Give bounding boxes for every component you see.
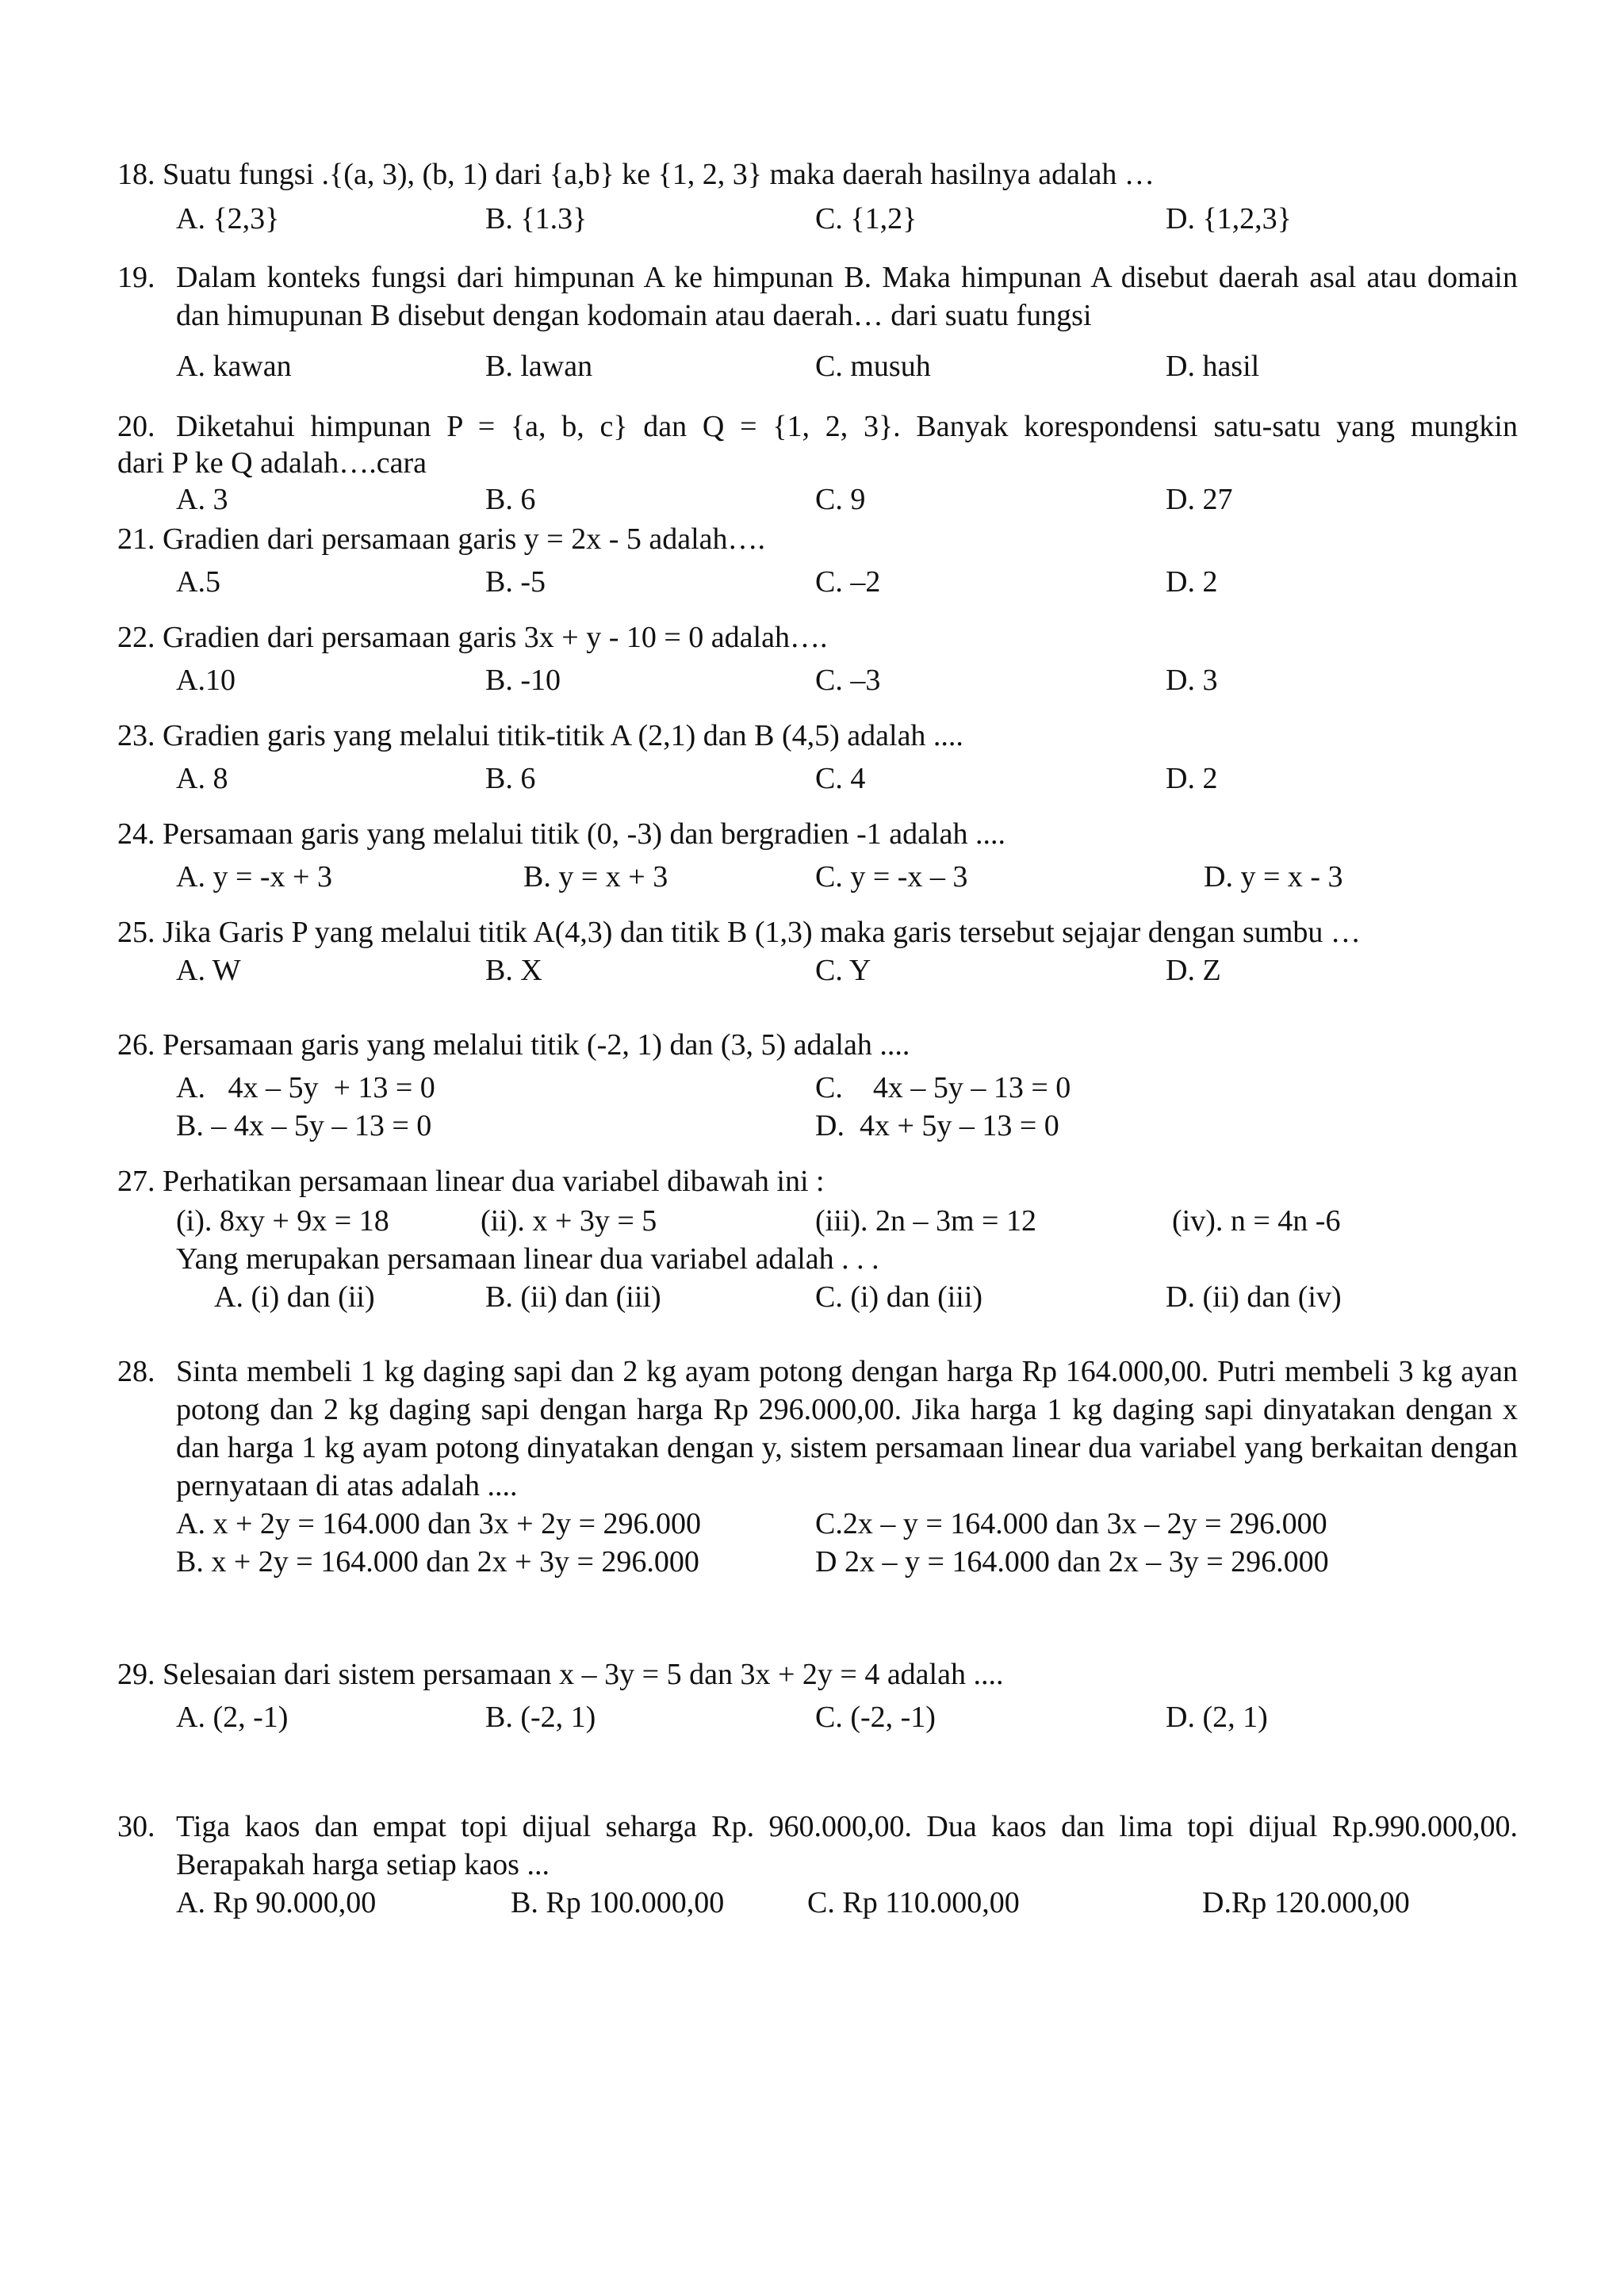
question-22-stem: 22. Gradien dari persamaan garis 3x + y - 10 = 0 adalah…. bbox=[117, 621, 828, 654]
question-27-option-c: C. (i) dan (iii) bbox=[815, 1280, 983, 1314]
question-30-option-c: C. Rp 110.000,00 bbox=[807, 1886, 1020, 1919]
question-25-stem: 25. Jika Garis P yang melalui titik A(4,3) dan titik B (1,3) maka garis tersebut sejajar dengan sumbu … bbox=[117, 916, 1361, 949]
question-22-option-b: B. -10 bbox=[485, 664, 561, 697]
question-23-option-b: B. 6 bbox=[485, 762, 536, 795]
question-27-option-a: A. (i) dan (ii) bbox=[214, 1280, 375, 1314]
question-30-number: 30. bbox=[117, 1810, 155, 1843]
question-28-option-d: D 2x – y = 164.000 dan 2x – 3y = 296.000 bbox=[815, 1545, 1329, 1578]
question-21-option-d: D. 2 bbox=[1166, 565, 1218, 599]
question-20-stem: Diketahui himpunan P = {a, b, c} dan Q = {1, 2, 3}. Banyak korespondensi satu-satu yang mungkin bbox=[176, 410, 1518, 443]
question-27-statement-ii: (ii). x + 3y = 5 bbox=[481, 1204, 657, 1238]
question-19-option-a: A. kawan bbox=[176, 350, 292, 383]
question-25-option-d: D. Z bbox=[1166, 954, 1221, 987]
question-21-option-a: A.5 bbox=[176, 565, 220, 599]
question-30-option-d: D.Rp 120.000,00 bbox=[1202, 1886, 1410, 1919]
question-20-option-d: D. 27 bbox=[1166, 483, 1233, 516]
question-20-option-b: B. 6 bbox=[485, 483, 536, 516]
question-26-stem: 26. Persamaan garis yang melalui titik (-2, 1) dan (3, 5) adalah .... bbox=[117, 1028, 910, 1062]
question-19-option-b: B. lawan bbox=[485, 350, 593, 383]
question-22-option-a: A.10 bbox=[176, 664, 236, 697]
question-28-option-a: A. x + 2y = 164.000 dan 3x + 2y = 296.000 bbox=[176, 1507, 702, 1540]
question-24-option-a: A. y = -x + 3 bbox=[176, 860, 332, 894]
question-27-stem: 27. Perhatikan persamaan linear dua variabel dibawah ini : bbox=[117, 1165, 825, 1198]
question-24-stem: 24. Persamaan garis yang melalui titik (0, -3) dan bergradien -1 adalah .... bbox=[117, 817, 1005, 851]
question-27-option-b: B. (ii) dan (iii) bbox=[485, 1280, 661, 1314]
question-27-option-d: D. (ii) dan (iv) bbox=[1166, 1280, 1342, 1314]
question-19-number: 19. bbox=[117, 261, 155, 294]
question-21-option-b: B. -5 bbox=[485, 565, 546, 599]
question-24-option-b: B. y = x + 3 bbox=[523, 860, 668, 894]
question-18-option-a: A. {2,3} bbox=[176, 202, 280, 235]
question-18-stem: 18. Suatu fungsi .{(a, 3), (b, 1) dari {a,b} ke {1, 2, 3} maka daerah hasilnya adalah … bbox=[117, 158, 1155, 191]
question-27-prompt: Yang merupakan persamaan linear dua variabel adalah . . . bbox=[176, 1242, 879, 1276]
question-29-option-b: B. (-2, 1) bbox=[485, 1701, 596, 1734]
question-25-option-a: A. W bbox=[176, 954, 241, 987]
question-24-option-c: C. y = -x – 3 bbox=[815, 860, 968, 894]
question-26-option-d: D. 4x + 5y – 13 = 0 bbox=[815, 1109, 1059, 1142]
question-29-option-d: D. (2, 1) bbox=[1166, 1701, 1268, 1734]
question-23-option-a: A. 8 bbox=[176, 762, 228, 795]
question-29-option-a: A. (2, -1) bbox=[176, 1701, 289, 1734]
question-28-number: 28. bbox=[117, 1355, 155, 1388]
question-29-stem: 29. Selesaian dari sistem persamaan x – 3y = 5 dan 3x + 2y = 4 adalah .... bbox=[117, 1658, 1004, 1691]
question-26-option-a: A. 4x – 5y + 13 = 0 bbox=[176, 1071, 435, 1104]
question-30-option-a: A. Rp 90.000,00 bbox=[176, 1886, 377, 1919]
question-18-option-b: B. {1.3} bbox=[485, 202, 588, 235]
question-26-option-b: B. – 4x – 5y – 13 = 0 bbox=[176, 1109, 432, 1142]
question-19-option-c: C. musuh bbox=[815, 350, 931, 383]
question-25-option-c: C. Y bbox=[815, 954, 871, 987]
question-23-option-c: C. 4 bbox=[815, 762, 866, 795]
question-21-option-c: C. –2 bbox=[815, 565, 881, 599]
question-22-option-c: C. –3 bbox=[815, 664, 881, 697]
question-28-option-c: C.2x – y = 164.000 dan 3x – 2y = 296.000 bbox=[815, 1507, 1327, 1540]
question-19-option-d: D. hasil bbox=[1166, 350, 1260, 383]
question-18-option-c: C. {1,2} bbox=[815, 202, 917, 235]
question-28-option-b: B. x + 2y = 164.000 dan 2x + 3y = 296.000 bbox=[176, 1545, 699, 1578]
question-22-option-d: D. 3 bbox=[1166, 664, 1218, 697]
question-25-option-b: B. X bbox=[485, 954, 542, 987]
question-23-stem: 23. Gradien garis yang melalui titik-titik A (2,1) dan B (4,5) adalah .... bbox=[117, 719, 963, 752]
question-26-option-c: C. 4x – 5y – 13 = 0 bbox=[815, 1071, 1071, 1104]
question-19-stem: Dalam konteks fungsi dari himpunan A ke himpunan B. Maka himpunan A disebut daerah asal atau domain dan himupunan B disebut dengan kodomain atau daerah… dari suatu fungsi bbox=[176, 261, 1518, 332]
question-20-number: 20. bbox=[117, 410, 155, 443]
question-30-option-b: B. Rp 100.000,00 bbox=[511, 1886, 725, 1919]
question-24-option-d: D. y = x - 3 bbox=[1204, 860, 1343, 894]
question-20-stem-continued: dari P ke Q adalah….cara bbox=[117, 446, 427, 480]
question-28-stem: Sinta membeli 1 kg daging sapi dan 2 kg ayam potong dengan harga Rp 164.000,00. Putri membeli 3 kg ayan potong dan 2 kg daging sapi dengan harga Rp 296.000,00. Jika harga 1 kg daging sapi dinyatakan dengan x dan harga 1 kg ayam potong dinyatakan dengan y, sistem persamaan linear dua variabel yang berkaitan dengan pernyataan di atas adalah .... bbox=[176, 1355, 1518, 1502]
question-20-option-c: C. 9 bbox=[815, 483, 866, 516]
question-29-option-c: C. (-2, -1) bbox=[815, 1701, 936, 1734]
question-23-option-d: D. 2 bbox=[1166, 762, 1218, 795]
question-30-stem: Tiga kaos dan empat topi dijual seharga Rp. 960.000,00. Dua kaos dan lima topi dijual Rp.990.000,00. Berapakah harga setiap kaos ... bbox=[176, 1810, 1518, 1881]
question-27-statement-iv: (iv). n = 4n -6 bbox=[1172, 1204, 1341, 1238]
question-21-stem: 21. Gradien dari persamaan garis y = 2x - 5 adalah…. bbox=[117, 522, 766, 556]
question-27-statement-iii: (iii). 2n – 3m = 12 bbox=[815, 1204, 1036, 1238]
question-27-statement-i: (i). 8xy + 9x = 18 bbox=[176, 1204, 389, 1238]
question-18-option-d: D. {1,2,3} bbox=[1166, 202, 1292, 235]
question-20-option-a: A. 3 bbox=[176, 483, 228, 516]
